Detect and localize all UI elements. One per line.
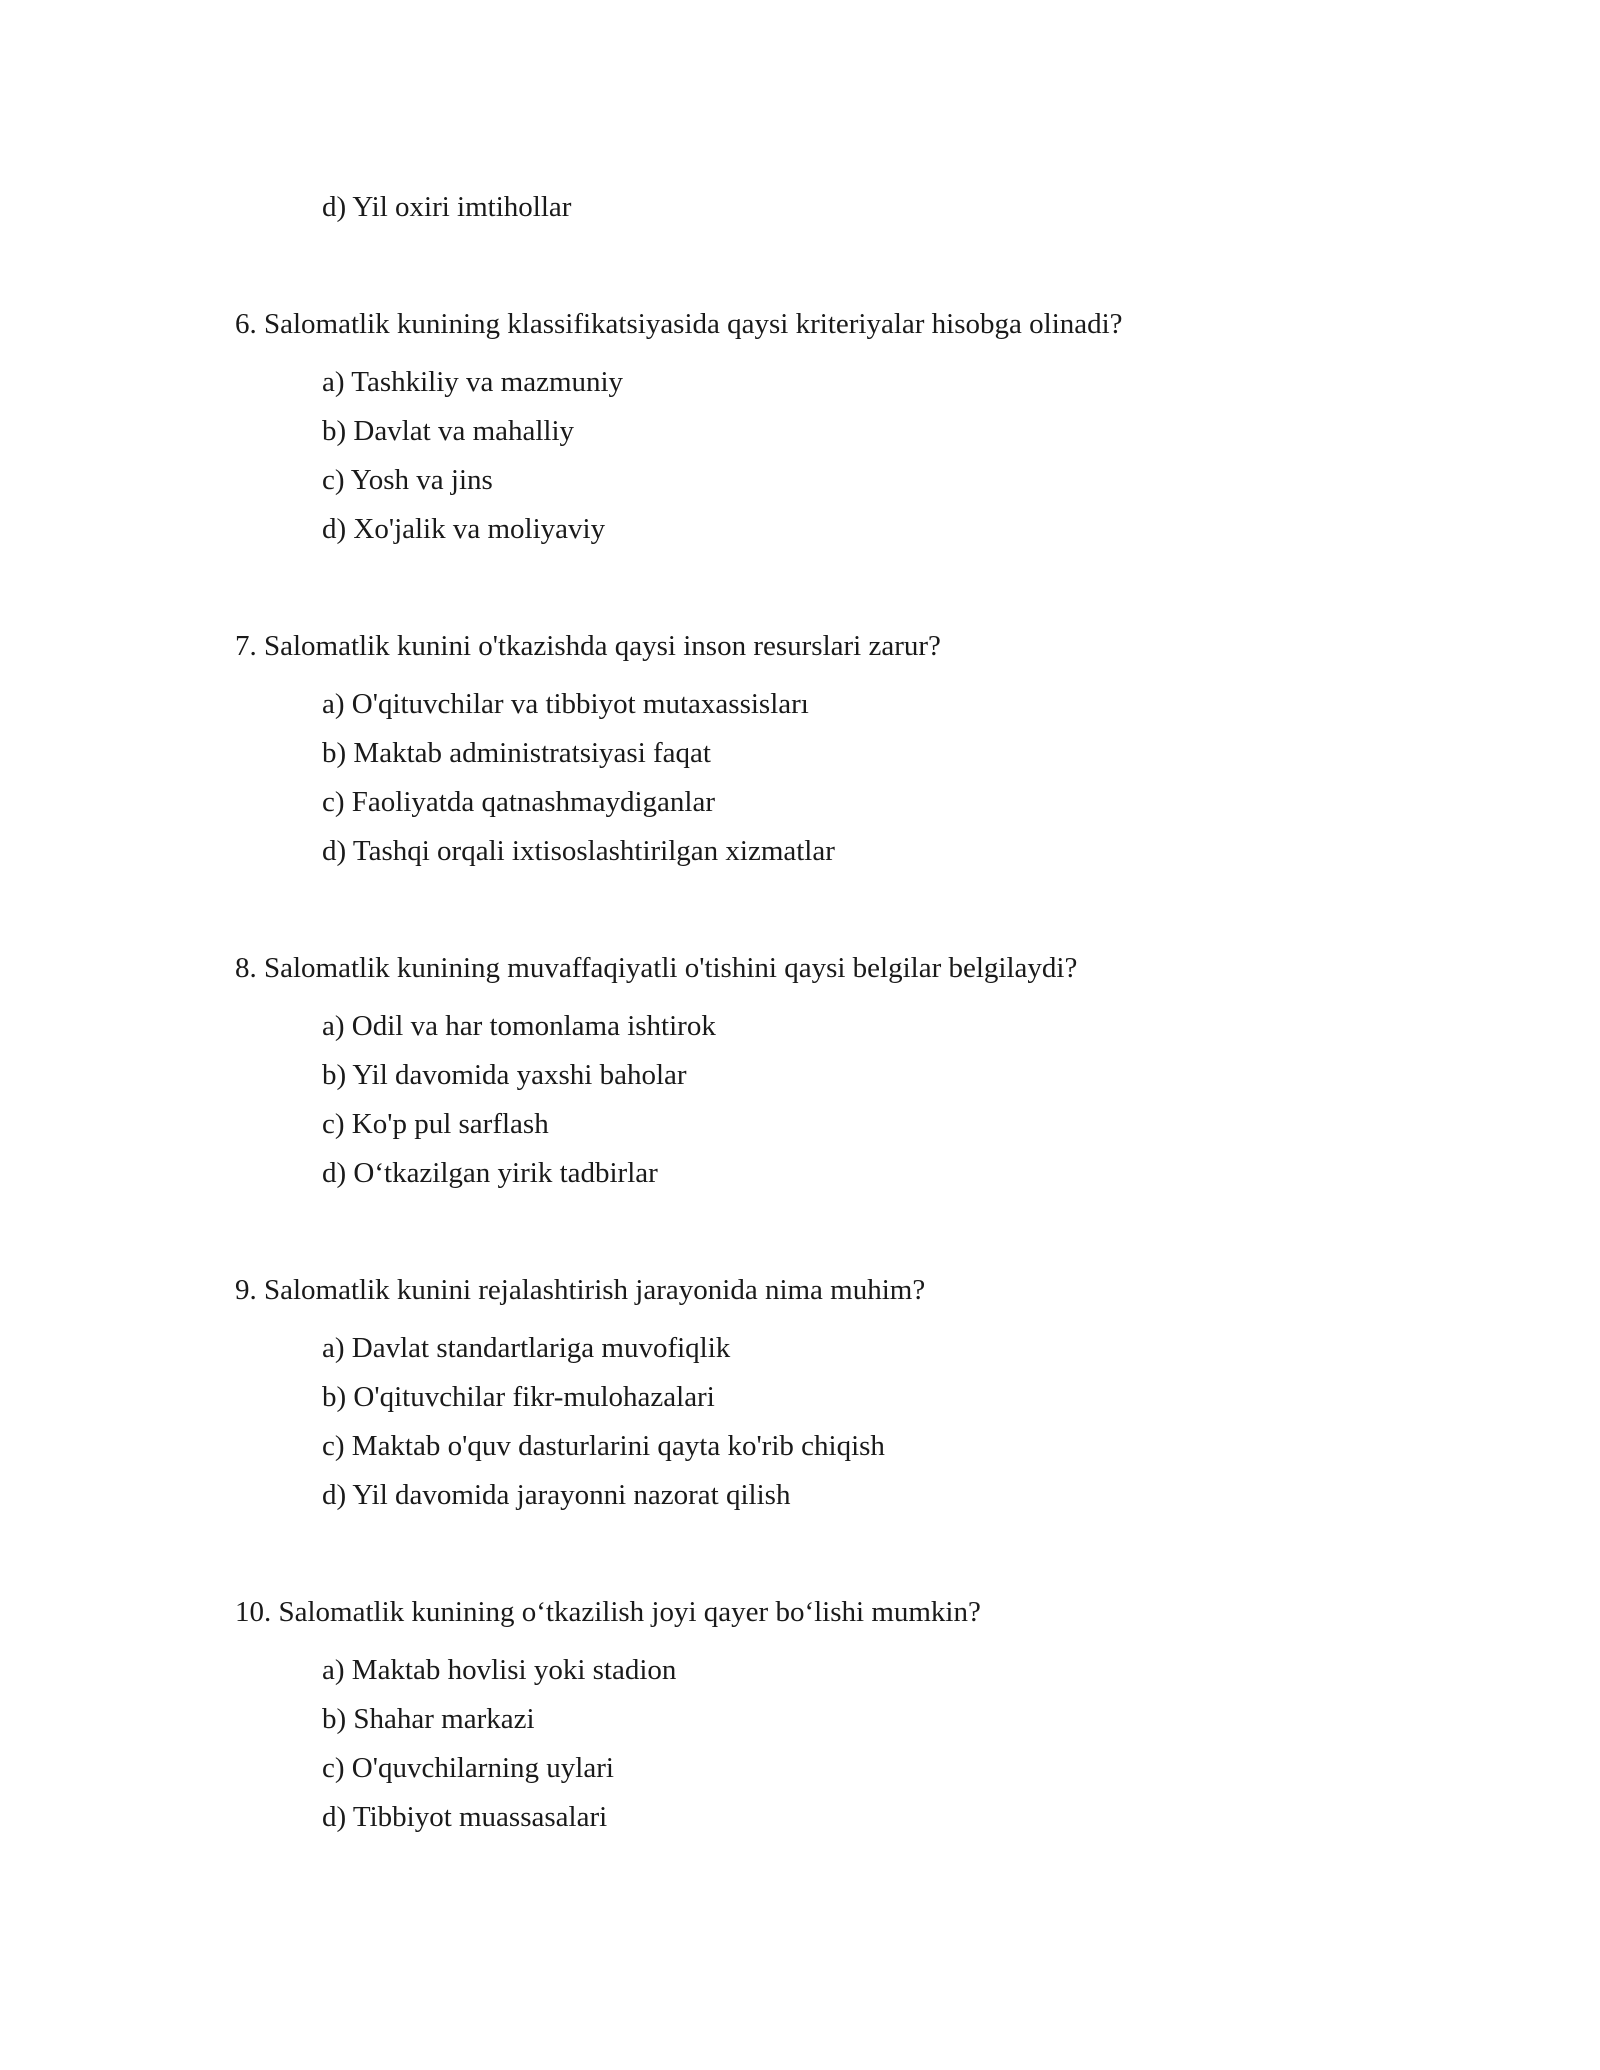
question-9-option-b: b) O'qituvchilar fikr-mulohazalari (322, 1381, 715, 1413)
question-7: 7. Salomatlik kunini o'tkazishda qaysi inson resurslari zarur? (235, 630, 941, 662)
question-10-option-d: d) Tibbiyot muassasalari (322, 1801, 608, 1833)
question-9-option-c: c) Maktab o'quv dasturlarini qayta ko'rib chiqish (322, 1430, 885, 1462)
question-10-option-a: a) Maktab hovlisi yoki stadion (322, 1654, 677, 1686)
question-7-option-a: a) O'qituvchilar va tibbiyot mutaxassisları (322, 688, 809, 720)
question-10: 10. Salomatlik kunining o‘tkazilish joyi qayer bo‘lishi mumkin? (235, 1596, 981, 1628)
question-8-option-a: a) Odil va har tomonlama ishtirok (322, 1010, 716, 1042)
question-9-option-d: d) Yil davomida jarayonni nazorat qilish (322, 1479, 791, 1511)
question-6-option-b: b) Davlat va mahalliy (322, 415, 575, 447)
carryover-option-d: d) Yil oxiri imtihollar (322, 191, 572, 223)
question-9: 9. Salomatlik kunini rejalashtirish jarayonida nima muhim? (235, 1274, 926, 1306)
question-10-option-b: b) Shahar markazi (322, 1703, 535, 1735)
question-7-option-c: c) Faoliyatda qatnashmaydiganlar (322, 786, 715, 818)
question-8: 8. Salomatlik kunining muvaffaqiyatli o'tishini qaysi belgilar belgilaydi? (235, 952, 1078, 984)
question-7-option-d: d) Tashqi orqali ixtisoslashtirilgan xizmatlar (322, 835, 835, 867)
question-9-option-a: a) Davlat standartlariga muvofiqlik (322, 1332, 731, 1364)
question-8-option-c: c) Ko'p pul sarflash (322, 1108, 549, 1140)
question-6-option-d: d) Xo'jalik va moliyaviy (322, 513, 606, 545)
question-8-option-b: b) Yil davomida yaxshi baholar (322, 1059, 687, 1091)
question-6: 6. Salomatlik kunining klassifikatsiyasida qaysi kriteriyalar hisobga olinadi? (235, 308, 1123, 340)
question-6-option-a: a) Tashkiliy va mazmuniy (322, 366, 624, 398)
question-6-option-c: c) Yosh va jins (322, 464, 493, 496)
question-10-option-c: c) O'quvchilarning uylari (322, 1752, 614, 1784)
question-8-option-d: d) O‘tkazilgan yirik tadbirlar (322, 1157, 658, 1189)
question-7-option-b: b) Maktab administratsiyasi faqat (322, 737, 711, 769)
